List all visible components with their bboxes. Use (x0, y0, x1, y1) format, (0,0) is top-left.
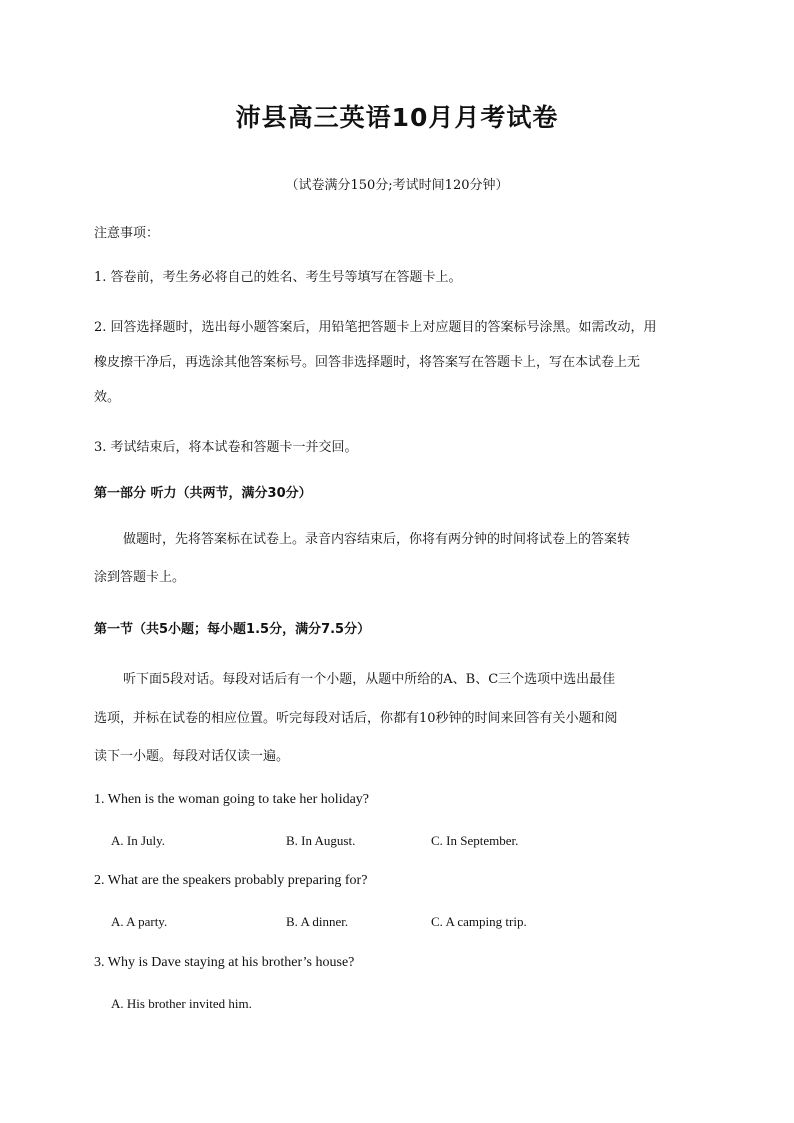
question-2-option-c: C. A camping trip. (431, 914, 527, 929)
notice-item-1: 1. 答卷前，考生务必将自己的姓名、考生号等填写在答题卡上。 (94, 270, 462, 285)
notice-heading: 注意事项： (94, 226, 160, 241)
section1-intro-line-3: 读下一小题。每段对话仅读一遍。 (94, 749, 290, 764)
notice-item-2-line-2: 橡皮擦干净后，再选涂其他答案标号。回答非选择题时，将答案写在答题卡上，写在本试卷上无 (94, 355, 641, 370)
notice-item-3: 3. 考试结束后，将本试卷和答题卡一并交回。 (94, 440, 358, 455)
section1-intro-line-2: 选项，并标在试卷的相应位置。听完每段对话后，你都有10秒钟的时间来回答有关小题和阅 (94, 711, 618, 726)
notice-item-2-line-1: 2. 回答选择题时，选出每小题答案后，用铅笔把答题卡上对应题目的答案标号涂黑。如需改动，用 (94, 320, 657, 335)
question-2-option-b: B. A dinner. (286, 914, 349, 929)
section1-intro-line-1: 听下面5段对话。每段对话后有一个小题，从题中所给的A、B、C三个选项中选出最佳 (123, 672, 616, 687)
section1-heading: 第一节（共5小题；每小题1.5分，满分7.5分） (94, 622, 371, 637)
exam-title: 沛县高三英语10月月考试卷 (235, 103, 559, 132)
exam-subtitle: （试卷满分150分;考试时间120分钟） (285, 178, 509, 193)
question-3-option-a: A. His brother invited him. (111, 996, 252, 1011)
question-1-option-c: C. In September. (431, 833, 519, 848)
question-1-option-a: A. In July. (111, 833, 166, 848)
question-2-stem: 2. What are the speakers probably preparing for? (94, 873, 368, 888)
question-1-option-b: B. In August. (286, 833, 356, 848)
question-2-option-a: A. A party. (111, 914, 168, 929)
part1-intro-line-2: 涂到答题卡上。 (94, 570, 186, 585)
part1-intro-line-1: 做题时，先将答案标在试卷上。录音内容结束后，你将有两分钟的时间将试卷上的答案转 (123, 532, 631, 547)
part1-heading: 第一部分 听力（共两节，满分30分） (94, 486, 312, 501)
notice-item-2-line-3: 效。 (94, 390, 121, 405)
question-1-stem: 1. When is the woman going to take her holiday? (94, 792, 370, 807)
question-3-stem: 3. Why is Dave staying at his brother’s house? (94, 955, 355, 970)
